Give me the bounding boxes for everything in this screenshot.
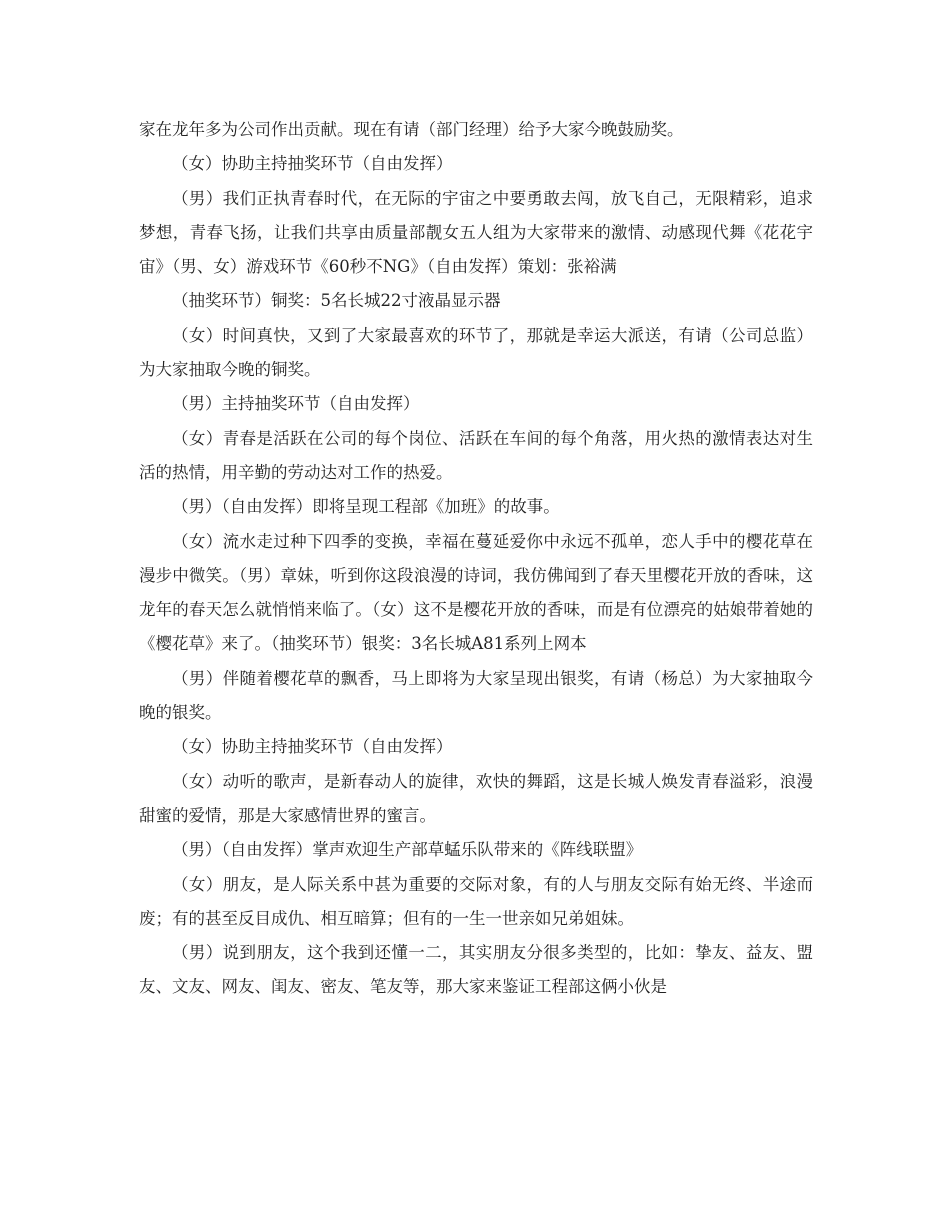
paragraph: （女）朋友，是人际关系中甚为重要的交际对象，有的人与朋友交际有始无终、半途而废；有的甚至反目成仇、相互暗算；但有的一生一世亲如兄弟姐妹。 [139,874,813,928]
paragraph: （女）动听的歌声，是新春动人的旋律，欢快的舞蹈，这是长城人焕发青春溢彩，浪漫甜蜜的爱情，那是大家感情世界的蜜言。 [139,771,813,825]
paragraph: （女）时间真快，又到了大家最喜欢的环节了，那就是幸运大派送，有请（公司总监）为大家抽取今晚的铜奖。 [139,325,813,380]
paragraph: （女）青春是活跃在公司的每个岗位、活跃在车间的每个角落，用火热的激情表达对生活的热情，用辛勤的劳动达对工作的热爱。 [139,428,813,482]
paragraph: （男）（自由发挥）掌声欢迎生产部草蜢乐队带来的《阵线联盟》 [172,840,643,860]
paragraph: （女）协助主持抽奖环节（自由发挥） [172,154,453,174]
paragraph: （男）伴随着樱花草的飘香，马上即将为大家呈现出银奖，有请（杨总）为大家抽取今晚的银奖。 [139,668,813,723]
paragraph: （女）协助主持抽奖环节（自由发挥） [172,737,453,757]
paragraph: （抽奖环节）铜奖：5名长城22寸液晶显示器 [172,291,501,311]
paragraph: （男）主持抽奖环节（自由发挥） [172,394,420,414]
paragraph: （男）说到朋友，这个我到还懂一二，其实朋友分很多类型的，比如：挚友、益友、盟友、文友、网友、闺友、密友、笔友等，那大家来鉴证工程部这俩小伙是 [139,943,813,997]
document-body [139,113,813,1005]
paragraph: （男）（自由发挥）即将呈现工程部《加班》的故事。 [172,497,560,517]
paragraph: 家在龙年多为公司作出贡献。现在有请（部门经理）给予大家今晚鼓励奖。 [139,120,684,139]
paragraph: （男）我们正执青春时代，在无际的宇宙之中要勇敢去闯，放飞自己，无限精彩，追求梦想，青春飞扬，让我们共享由质量部靓女五人组为大家带来的激情、动感现代舞《花花宇宙》（男、女）游戏环节《60秒不NG》（自由发挥）策划：张裕满 [139,188,813,277]
paragraph: （女）流水走过种下四季的变换，幸福在蔓延爱你中永远不孤单，恋人手中的樱花草在漫步中微笑。（男）章妹，听到你这段浪漫的诗词，我仿佛闻到了春天里樱花开放的香味，这龙年的春天怎么就悄悄来临了。（女）这不是樱花开放的香味，而是有位漂亮的姑娘带着她的《樱花草》来了。（抽奖环节）银奖：3名长城A81系列上网本 [139,531,813,654]
